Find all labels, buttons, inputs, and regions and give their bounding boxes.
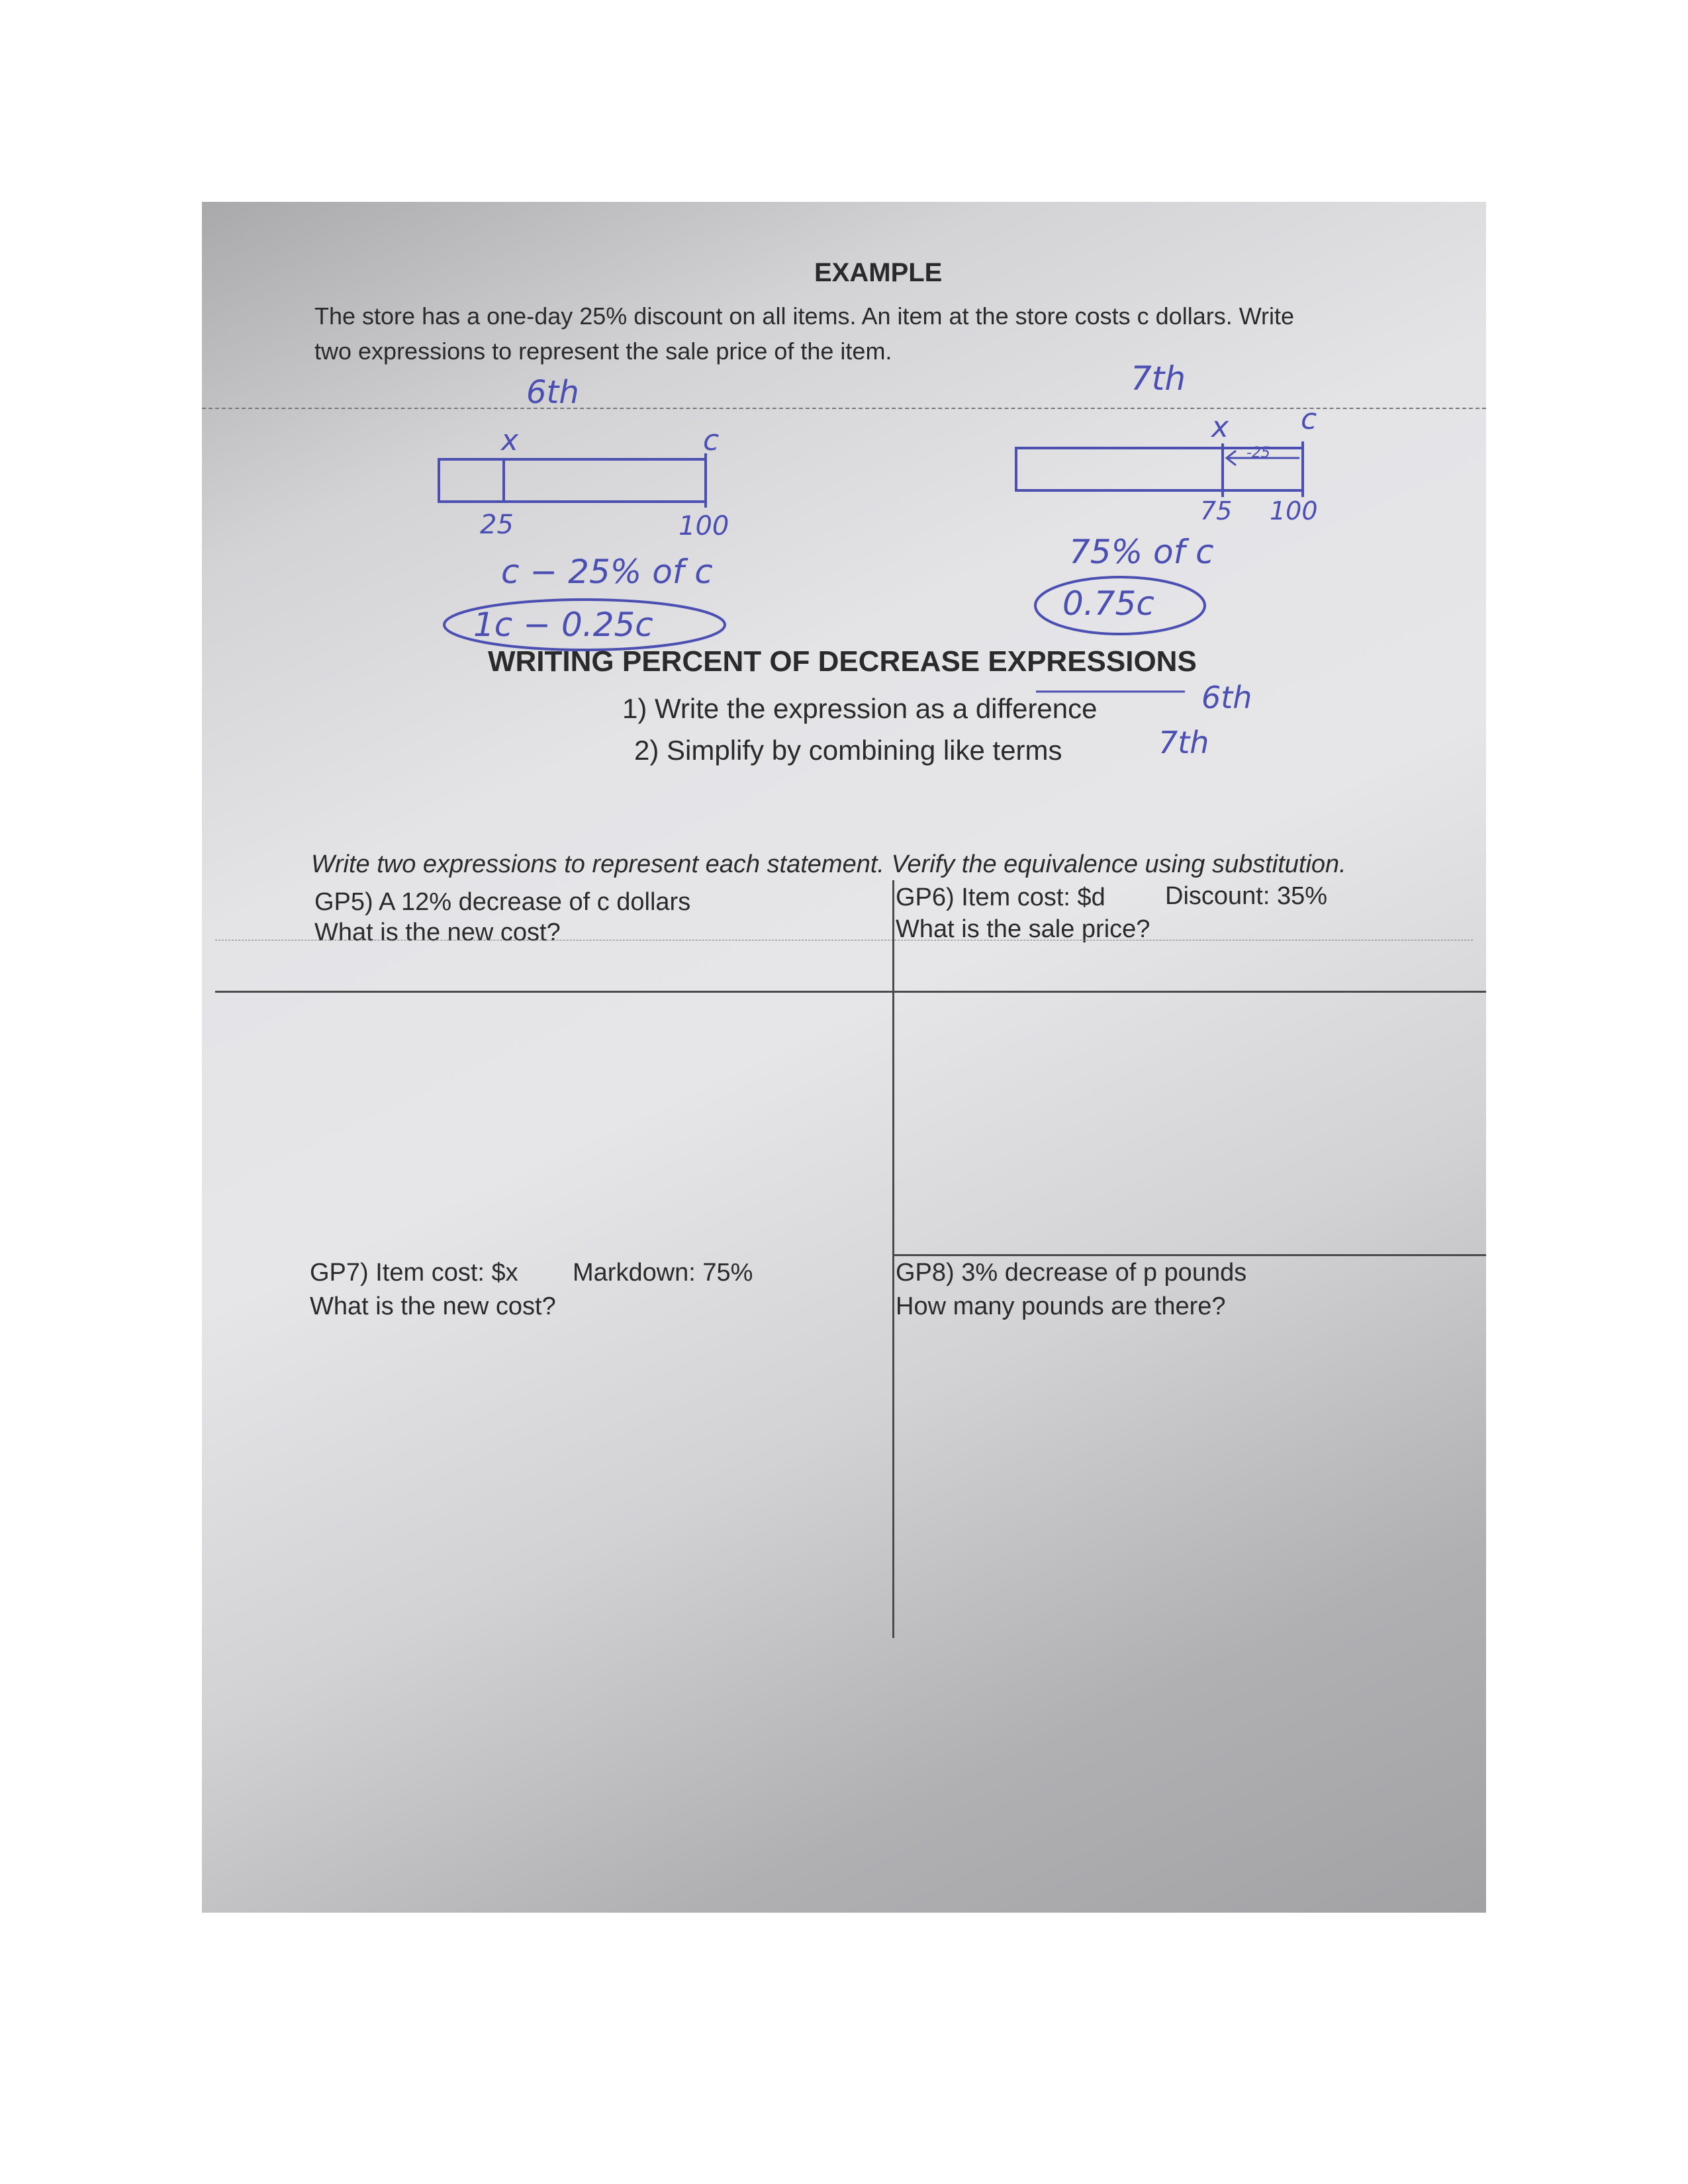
left-var-c: c (703, 424, 720, 457)
left-grade-label: 6th (526, 374, 579, 411)
example-heading: EXAMPLE (814, 258, 943, 287)
grid-horizontal-mid (892, 1254, 1486, 1256)
gp6-discount: Discount: 35% (1165, 882, 1328, 910)
instructions: Write two expressions to represent each statement. Verify the equivalence using substitution. (311, 850, 1346, 878)
step-1 (622, 693, 1098, 725)
step-1-word: difference (975, 693, 1098, 724)
worksheet-photo (202, 202, 1486, 1913)
right-var-x: x (1211, 410, 1229, 444)
left-expression-2: 1c − 0.25c (473, 606, 653, 644)
right-tick-100: 100 (1270, 496, 1318, 525)
problem-text-line2: two expressions to represent the sale price of the item. (314, 338, 892, 365)
gp6-line2: What is the sale price? (896, 915, 1150, 943)
gp8-line2: How many pounds are there? (896, 1293, 1226, 1320)
step-2-note: 7th (1158, 725, 1209, 760)
left-tape-diagram (439, 453, 706, 508)
right-arrow-note: -25 (1246, 445, 1270, 461)
grid-vertical (892, 880, 894, 1638)
tape-diagrams (202, 202, 1486, 1913)
section-heading: WRITING PERCENT OF DECREASE EXPRESSIONS (488, 645, 1197, 678)
left-tick-100: 100 (679, 511, 729, 541)
gp6-line1: GP6) Item cost: $d (896, 884, 1105, 911)
gp7-line2: What is the new cost? (310, 1293, 556, 1320)
left-tape-bar (439, 459, 706, 502)
right-tick-75: 75 (1200, 496, 1233, 525)
gp5-line1: GP5) A 12% decrease of c dollars (314, 888, 691, 916)
gp7-markdown: Markdown: 75% (573, 1259, 753, 1287)
right-grade-label: 7th (1131, 359, 1186, 398)
step-2: 2) Simplify by combining like terms (634, 735, 1062, 766)
grid-horizontal-top (215, 991, 1486, 993)
step-1-text: 1) Write the expression as a (622, 693, 968, 724)
problem-text-line1: The store has a one-day 25% discount on all items. An item at the store costs c dollars. Write (314, 302, 1295, 330)
left-expression-1: c − 25% of c (501, 553, 713, 591)
step-1-note: 6th (1201, 680, 1252, 715)
gp5-line2: What is the new cost? (314, 919, 561, 946)
left-tick-25: 25 (480, 510, 514, 540)
right-expression-1: 75% of c (1069, 533, 1214, 571)
gp8-line1: GP8) 3% decrease of p pounds (896, 1259, 1247, 1287)
right-var-c: c (1301, 402, 1317, 436)
left-var-x: x (501, 424, 519, 457)
right-expression-2: 0.75c (1062, 584, 1154, 623)
gp7-line1: GP7) Item cost: $x (310, 1259, 518, 1287)
